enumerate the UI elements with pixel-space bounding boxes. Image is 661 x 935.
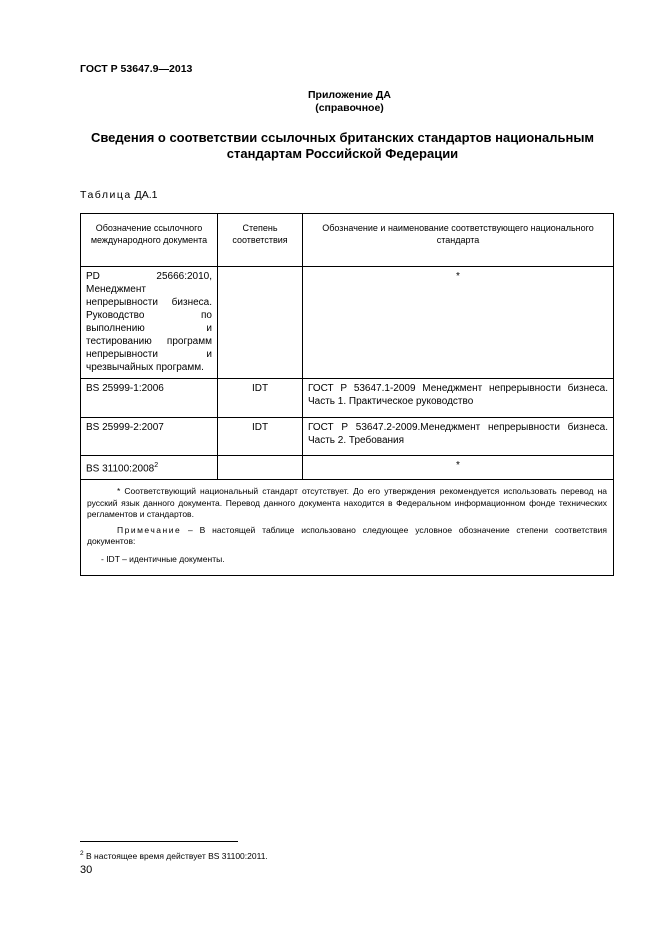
cell-degree xyxy=(218,267,303,379)
table-label-word: Таблица xyxy=(80,189,132,201)
section-heading xyxy=(70,130,615,162)
cell-national: ГОСТ Р 53647.1-2009 Менеджмент непрерывности бизнеса. Часть 1. Практическое руководство xyxy=(303,379,614,418)
column-header-national: Обозначение и наименование соответствующего национального стандарта xyxy=(303,214,614,267)
cell-reference: BS 25999-1:2006 xyxy=(81,379,218,418)
table-row xyxy=(81,418,614,456)
column-header-reference: Обозначение ссылочного международного документа xyxy=(81,214,218,267)
cell-national: * xyxy=(303,267,614,379)
table-row xyxy=(81,267,614,379)
annex-title: Приложение ДА xyxy=(308,89,391,101)
table-notes-row xyxy=(81,480,614,576)
cell-reference xyxy=(81,456,218,480)
remark xyxy=(87,525,607,548)
page-number: 30 xyxy=(80,864,93,876)
table-row xyxy=(81,379,614,418)
cell-national: * xyxy=(303,456,614,480)
reference-text: BS 31100:2008 xyxy=(86,463,155,475)
footnote-text: В настоящее время действует BS 31100:2011. xyxy=(83,850,268,861)
table-header-row xyxy=(81,214,614,267)
annex-subtitle: (справочное) xyxy=(315,102,384,114)
footnote-marker: 2 xyxy=(154,462,159,469)
correspondence-table xyxy=(80,213,614,576)
column-header-degree: Степень соответствия xyxy=(218,214,303,267)
footnote-number: 2 xyxy=(80,850,84,857)
asterisk-note: * Соответствующий национальный стандарт отсутствует. До его утверждения рекомендуется использовать перевод на русский язык данного документа. Перевод данного документа находится в Федеральном информационном фонде технических регламентов и стандартов. xyxy=(87,486,607,519)
cell-degree: IDT xyxy=(218,418,303,456)
table-row xyxy=(81,456,614,480)
table-label-number: ДА.1 xyxy=(131,189,158,201)
table-notes xyxy=(81,480,614,576)
remark-label: Примечание xyxy=(117,524,182,535)
document-id: ГОСТ Р 53647.9—2013 xyxy=(80,63,193,75)
footnote-divider xyxy=(80,841,238,842)
cell-reference: BS 25999-2:2007 xyxy=(81,418,218,456)
cell-reference: PD 25666:2010, Менеджмент непрерывности бизнеса. Руководство по выполнению и тестированию программ непрерывности и чрезвычайных программ. xyxy=(81,267,218,379)
cell-degree: IDT xyxy=(218,379,303,418)
footnote xyxy=(80,850,268,861)
section-heading-line-1: Сведения о соответствии ссылочных британских стандартов национальным xyxy=(90,130,595,145)
section-heading-line-2: стандартам Российской Федерации xyxy=(226,146,459,161)
table-label xyxy=(80,189,157,201)
remark-text: – В настоящей таблице использовано следующее условное обозначение степени соответствия документов: xyxy=(87,524,607,546)
cell-national: ГОСТ Р 53647.2-2009.Менеджмент непрерывности бизнеса. Часть 2. Требования xyxy=(303,418,614,456)
idt-definition: - IDT – идентичные документы. xyxy=(101,553,225,564)
cell-degree xyxy=(218,456,303,480)
